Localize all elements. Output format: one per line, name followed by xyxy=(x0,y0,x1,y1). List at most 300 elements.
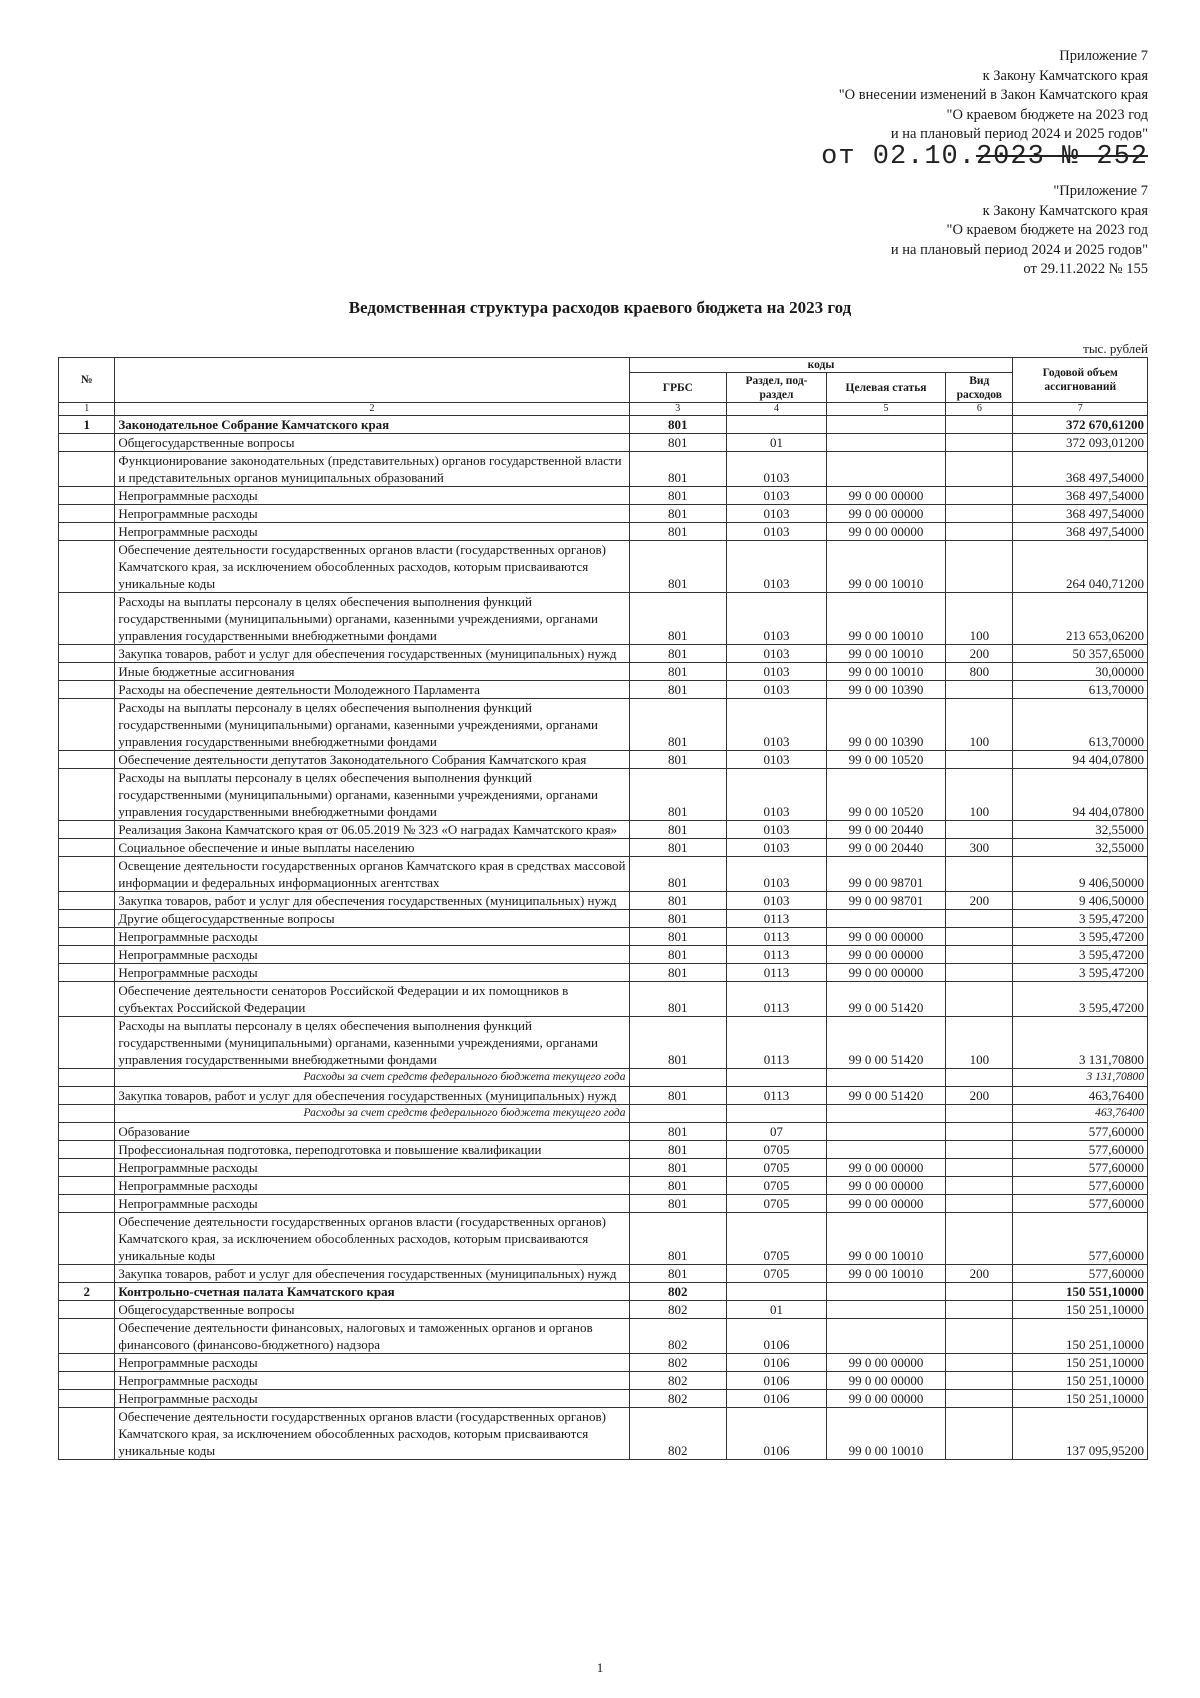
row-razdel: 01 xyxy=(727,1301,827,1319)
row-target-article: 99 0 00 10010 xyxy=(826,541,945,593)
table-row xyxy=(59,857,1148,892)
row-expense-type xyxy=(946,928,1013,946)
column-number: 4 xyxy=(727,403,827,416)
row-amount: 137 095,95200 xyxy=(1013,1408,1148,1460)
row-amount: 368 497,54000 xyxy=(1013,523,1148,541)
row-amount: 150 251,10000 xyxy=(1013,1301,1148,1319)
row-name: Непрограммные расходы xyxy=(115,1390,629,1408)
row-grbs: 801 xyxy=(629,910,727,928)
row-name: Обеспечение деятельности финансовых, налоговых и таможенных органов и органов финансового (финансово-бюджетного) надзора xyxy=(115,1319,629,1354)
row-grbs: 801 xyxy=(629,1017,727,1069)
table-row xyxy=(59,1408,1148,1460)
table-row xyxy=(59,892,1148,910)
table-row xyxy=(59,663,1148,681)
row-target-article: 99 0 00 10390 xyxy=(826,699,945,751)
row-name: Непрограммные расходы xyxy=(115,1177,629,1195)
row-amount: 577,60000 xyxy=(1013,1265,1148,1283)
row-razdel: 0103 xyxy=(727,821,827,839)
row-target-article: 99 0 00 10010 xyxy=(826,1265,945,1283)
row-number xyxy=(59,1141,115,1159)
row-razdel: 0103 xyxy=(727,699,827,751)
row-amount: 3 131,70800 xyxy=(1013,1017,1148,1069)
row-name: Закупка товаров, работ и услуг для обеспечения государственных (муниципальных) нужд xyxy=(115,892,629,910)
row-amount: 32,55000 xyxy=(1013,821,1148,839)
row-expense-type xyxy=(946,1408,1013,1460)
column-number: 2 xyxy=(115,403,629,416)
row-target-article: 99 0 00 51420 xyxy=(826,1087,945,1105)
row-amount: 372 093,01200 xyxy=(1013,434,1148,452)
row-grbs: 801 xyxy=(629,452,727,487)
row-target-article xyxy=(826,1123,945,1141)
row-name: Обеспечение деятельности депутатов Законодательного Собрания Камчатского края xyxy=(115,751,629,769)
row-target-article xyxy=(826,1319,945,1354)
row-razdel xyxy=(727,1069,827,1087)
row-expense-type xyxy=(946,964,1013,982)
row-grbs: 801 xyxy=(629,1265,727,1283)
header-line: "О внесении изменений в Закон Камчатского края xyxy=(838,87,1148,103)
row-target-article: 99 0 00 10010 xyxy=(826,593,945,645)
row-number xyxy=(59,1265,115,1283)
row-razdel: 0705 xyxy=(727,1213,827,1265)
column-number: 6 xyxy=(946,403,1013,416)
row-number xyxy=(59,946,115,964)
original-header xyxy=(891,182,1148,280)
row-number xyxy=(59,593,115,645)
header-num: № xyxy=(59,358,115,403)
row-amount: 463,76400 xyxy=(1013,1105,1148,1123)
row-name: Непрограммные расходы xyxy=(115,523,629,541)
row-expense-type xyxy=(946,434,1013,452)
row-name: Функционирование законодательных (представительных) органов государственной власти и представительных органов муниципальных образований xyxy=(115,452,629,487)
row-name: Расходы на выплаты персоналу в целях обеспечения выполнения функций государственными (муниципальными) органами, казенными учреждениями, органами управления государственными внебюджетными фондами xyxy=(115,769,629,821)
row-expense-type xyxy=(946,1301,1013,1319)
row-grbs: 801 xyxy=(629,839,727,857)
row-name: Общегосударственные вопросы xyxy=(115,434,629,452)
row-razdel: 0113 xyxy=(727,946,827,964)
row-number xyxy=(59,892,115,910)
row-grbs: 802 xyxy=(629,1390,727,1408)
row-name: Непрограммные расходы xyxy=(115,487,629,505)
row-razdel: 0103 xyxy=(727,593,827,645)
row-target-article xyxy=(826,1069,945,1087)
row-amount: 264 040,71200 xyxy=(1013,541,1148,593)
row-expense-type xyxy=(946,523,1013,541)
row-expense-type: 100 xyxy=(946,699,1013,751)
row-expense-type xyxy=(946,452,1013,487)
table-row xyxy=(59,1354,1148,1372)
row-razdel: 0103 xyxy=(727,892,827,910)
table-row xyxy=(59,1159,1148,1177)
row-target-article: 99 0 00 00000 xyxy=(826,1390,945,1408)
table-row xyxy=(59,593,1148,645)
row-grbs: 801 xyxy=(629,1195,727,1213)
header-grbs: ГРБС xyxy=(629,373,727,403)
row-grbs: 801 xyxy=(629,1213,727,1265)
row-amount: 463,76400 xyxy=(1013,1087,1148,1105)
row-expense-type xyxy=(946,1123,1013,1141)
row-amount: 150 251,10000 xyxy=(1013,1319,1148,1354)
row-number xyxy=(59,452,115,487)
row-razdel: 0113 xyxy=(727,1017,827,1069)
row-number xyxy=(59,523,115,541)
row-target-article xyxy=(826,434,945,452)
row-expense-type: 300 xyxy=(946,839,1013,857)
row-number xyxy=(59,821,115,839)
row-number xyxy=(59,1159,115,1177)
table-row xyxy=(59,681,1148,699)
row-name: Другие общегосударственные вопросы xyxy=(115,910,629,928)
table-row xyxy=(59,1301,1148,1319)
row-grbs: 801 xyxy=(629,663,727,681)
row-target-article: 99 0 00 10390 xyxy=(826,681,945,699)
row-razdel: 0705 xyxy=(727,1159,827,1177)
row-razdel xyxy=(727,1283,827,1301)
row-target-article xyxy=(826,416,945,434)
row-target-article: 99 0 00 10010 xyxy=(826,1213,945,1265)
row-number xyxy=(59,857,115,892)
row-target-article: 99 0 00 10520 xyxy=(826,769,945,821)
row-expense-type: 100 xyxy=(946,593,1013,645)
row-name: Законодательное Собрание Камчатского края xyxy=(115,416,629,434)
row-target-article: 99 0 00 10010 xyxy=(826,645,945,663)
row-name: Расходы на выплаты персоналу в целях обеспечения выполнения функций государственными (муниципальными) органами, казенными учреждениями, органами управления государственными внебюджетными фондами xyxy=(115,699,629,751)
row-name: Непрограммные расходы xyxy=(115,1372,629,1390)
row-razdel: 0705 xyxy=(727,1265,827,1283)
row-number xyxy=(59,645,115,663)
table-row xyxy=(59,505,1148,523)
row-name: Контрольно-счетная палата Камчатского края xyxy=(115,1283,629,1301)
row-number xyxy=(59,505,115,523)
row-expense-type xyxy=(946,681,1013,699)
row-grbs: 801 xyxy=(629,541,727,593)
row-grbs: 801 xyxy=(629,821,727,839)
row-number xyxy=(59,1354,115,1372)
row-expense-type xyxy=(946,857,1013,892)
row-number xyxy=(59,1372,115,1390)
row-number xyxy=(59,910,115,928)
row-grbs: 801 xyxy=(629,1087,727,1105)
row-amount: 577,60000 xyxy=(1013,1213,1148,1265)
row-target-article xyxy=(826,910,945,928)
row-grbs: 801 xyxy=(629,593,727,645)
header-amount: Годовой объем ассигнований xyxy=(1013,358,1148,403)
column-number: 5 xyxy=(826,403,945,416)
row-amount: 613,70000 xyxy=(1013,699,1148,751)
row-grbs: 802 xyxy=(629,1354,727,1372)
row-number xyxy=(59,1069,115,1087)
row-name: Непрограммные расходы xyxy=(115,1159,629,1177)
row-grbs: 802 xyxy=(629,1408,727,1460)
header-cs: Целевая статья xyxy=(826,373,945,403)
table-row xyxy=(59,1177,1148,1195)
row-name: Расходы за счет средств федерального бюджета текущего года xyxy=(115,1105,629,1123)
row-name: Расходы на выплаты персоналу в целях обеспечения выполнения функций государственными (муниципальными) органами, казенными учреждениями, органами управления государственными внебюджетными фондами xyxy=(115,1017,629,1069)
row-target-article: 99 0 00 00000 xyxy=(826,946,945,964)
row-amount: 94 404,07800 xyxy=(1013,751,1148,769)
header-razdel: Раздел, под-раздел xyxy=(727,373,827,403)
row-name: Непрограммные расходы xyxy=(115,505,629,523)
row-target-article xyxy=(826,452,945,487)
row-number xyxy=(59,839,115,857)
row-name: Непрограммные расходы xyxy=(115,964,629,982)
amendment-header xyxy=(839,47,1148,145)
row-target-article xyxy=(826,1283,945,1301)
row-grbs xyxy=(629,1069,727,1087)
row-target-article: 99 0 00 00000 xyxy=(826,487,945,505)
row-target-article: 99 0 00 20440 xyxy=(826,821,945,839)
header-codes: коды xyxy=(629,358,1013,373)
row-razdel: 07 xyxy=(727,1123,827,1141)
row-razdel: 01 xyxy=(727,434,827,452)
row-expense-type xyxy=(946,1390,1013,1408)
row-amount: 30,00000 xyxy=(1013,663,1148,681)
row-grbs: 801 xyxy=(629,523,727,541)
row-name: Закупка товаров, работ и услуг для обеспечения государственных (муниципальных) нужд xyxy=(115,1087,629,1105)
row-amount: 368 497,54000 xyxy=(1013,487,1148,505)
row-target-article: 99 0 00 10520 xyxy=(826,751,945,769)
row-razdel: 0103 xyxy=(727,681,827,699)
row-amount: 3 595,47200 xyxy=(1013,946,1148,964)
row-number xyxy=(59,1301,115,1319)
table-row xyxy=(59,487,1148,505)
row-razdel: 0103 xyxy=(727,505,827,523)
row-name: Непрограммные расходы xyxy=(115,1354,629,1372)
row-razdel: 0705 xyxy=(727,1177,827,1195)
row-target-article: 99 0 00 00000 xyxy=(826,928,945,946)
row-amount: 32,55000 xyxy=(1013,839,1148,857)
row-grbs: 802 xyxy=(629,1283,727,1301)
row-amount: 150 251,10000 xyxy=(1013,1372,1148,1390)
table-row xyxy=(59,1319,1148,1354)
row-razdel: 0106 xyxy=(727,1372,827,1390)
row-expense-type xyxy=(946,1354,1013,1372)
row-grbs: 801 xyxy=(629,892,727,910)
row-expense-type xyxy=(946,487,1013,505)
row-target-article: 99 0 00 98701 xyxy=(826,892,945,910)
row-number xyxy=(59,699,115,751)
row-expense-type xyxy=(946,505,1013,523)
row-expense-type xyxy=(946,1159,1013,1177)
row-expense-type xyxy=(946,1105,1013,1123)
row-amount: 3 131,70800 xyxy=(1013,1069,1148,1087)
column-number: 3 xyxy=(629,403,727,416)
row-target-article: 99 0 00 20440 xyxy=(826,839,945,857)
row-grbs: 801 xyxy=(629,946,727,964)
row-number xyxy=(59,982,115,1017)
row-expense-type xyxy=(946,541,1013,593)
row-expense-type: 200 xyxy=(946,1087,1013,1105)
row-amount: 577,60000 xyxy=(1013,1123,1148,1141)
row-number xyxy=(59,541,115,593)
row-grbs: 801 xyxy=(629,751,727,769)
row-razdel: 0103 xyxy=(727,487,827,505)
row-expense-type xyxy=(946,1372,1013,1390)
row-amount: 50 357,65000 xyxy=(1013,645,1148,663)
row-expense-type: 100 xyxy=(946,1017,1013,1069)
row-amount: 577,60000 xyxy=(1013,1159,1148,1177)
row-expense-type xyxy=(946,1319,1013,1354)
row-amount: 3 595,47200 xyxy=(1013,964,1148,982)
row-number xyxy=(59,487,115,505)
row-number xyxy=(59,751,115,769)
units-label: тыс. рублей xyxy=(1083,341,1148,356)
row-amount: 9 406,50000 xyxy=(1013,857,1148,892)
row-expense-type xyxy=(946,751,1013,769)
row-razdel: 0113 xyxy=(727,1087,827,1105)
row-number xyxy=(59,1105,115,1123)
row-amount: 613,70000 xyxy=(1013,681,1148,699)
document-title: Ведомственная структура расходов краевого бюджета на 2023 год xyxy=(348,298,852,317)
row-grbs xyxy=(629,1105,727,1123)
table-row xyxy=(59,946,1148,964)
row-name: Закупка товаров, работ и услуг для обеспечения государственных (муниципальных) нужд xyxy=(115,645,629,663)
row-razdel xyxy=(727,416,827,434)
row-name: Обеспечение деятельности государственных органов власти (государственных органов) Камчатского края, за исключением обособленных расходов, которым присваиваются уникальные коды xyxy=(115,1213,629,1265)
row-razdel: 0103 xyxy=(727,751,827,769)
row-target-article: 99 0 00 00000 xyxy=(826,1177,945,1195)
row-number xyxy=(59,769,115,821)
header-line: к Закону Камчатского края xyxy=(982,67,1148,84)
row-number xyxy=(59,928,115,946)
row-amount: 150 251,10000 xyxy=(1013,1390,1148,1408)
table-row xyxy=(59,928,1148,946)
table-row xyxy=(59,839,1148,857)
row-expense-type xyxy=(946,821,1013,839)
table-row xyxy=(59,964,1148,982)
date-stamp xyxy=(821,142,1148,172)
row-number xyxy=(59,1017,115,1069)
row-grbs: 801 xyxy=(629,487,727,505)
row-name: Реализация Закона Камчатского края от 06.05.2019 № 323 «О наградах Камчатского края» xyxy=(115,821,629,839)
table-row xyxy=(59,982,1148,1017)
row-expense-type: 200 xyxy=(946,645,1013,663)
row-razdel: 0113 xyxy=(727,964,827,982)
row-grbs: 801 xyxy=(629,769,727,821)
row-target-article: 99 0 00 00000 xyxy=(826,505,945,523)
row-grbs: 801 xyxy=(629,505,727,523)
table-row xyxy=(59,699,1148,751)
row-number xyxy=(59,663,115,681)
page-number: 1 xyxy=(596,1660,604,1675)
row-amount: 150 551,10000 xyxy=(1013,1283,1148,1301)
row-razdel: 0113 xyxy=(727,910,827,928)
header-line: и на плановый период 2024 и 2025 годов" xyxy=(890,241,1148,258)
row-name: Обеспечение деятельности государственных органов власти (государственных органов) Камчатского края, за исключением обособленных расходов, которым присваиваются уникальные коды xyxy=(115,1408,629,1460)
row-expense-type xyxy=(946,1213,1013,1265)
row-razdel: 0106 xyxy=(727,1319,827,1354)
row-grbs: 801 xyxy=(629,1141,727,1159)
column-number-row xyxy=(59,403,1148,416)
row-razdel: 0103 xyxy=(727,541,827,593)
row-grbs: 801 xyxy=(629,857,727,892)
header-line: Приложение 7 xyxy=(1059,48,1148,64)
header-line: "О краевом бюджете на 2023 год xyxy=(946,222,1148,238)
row-expense-type: 200 xyxy=(946,892,1013,910)
row-razdel: 0103 xyxy=(727,452,827,487)
row-grbs: 801 xyxy=(629,964,727,982)
row-target-article: 99 0 00 00000 xyxy=(826,1354,945,1372)
table-row xyxy=(59,1265,1148,1283)
row-number xyxy=(59,434,115,452)
row-amount: 368 497,54000 xyxy=(1013,452,1148,487)
row-name: Закупка товаров, работ и услуг для обеспечения государственных (муниципальных) нужд xyxy=(115,1265,629,1283)
row-name: Непрограммные расходы xyxy=(115,928,629,946)
row-name: Расходы на выплаты персоналу в целях обеспечения выполнения функций государственными (муниципальными) органами, казенными учреждениями, органами управления государственными внебюджетными фондами xyxy=(115,593,629,645)
row-amount: 3 595,47200 xyxy=(1013,910,1148,928)
row-expense-type xyxy=(946,416,1013,434)
row-number xyxy=(59,681,115,699)
table-row xyxy=(59,541,1148,593)
row-target-article: 99 0 00 00000 xyxy=(826,1159,945,1177)
row-target-article xyxy=(826,1105,945,1123)
row-number xyxy=(59,964,115,982)
table-row xyxy=(59,1283,1148,1301)
row-expense-type: 800 xyxy=(946,663,1013,681)
table-row xyxy=(59,452,1148,487)
row-razdel: 0103 xyxy=(727,769,827,821)
row-amount: 577,60000 xyxy=(1013,1177,1148,1195)
row-target-article: 99 0 00 00000 xyxy=(826,1195,945,1213)
row-number xyxy=(59,1213,115,1265)
row-name: Профессиональная подготовка, переподготовка и повышение квалификации xyxy=(115,1141,629,1159)
budget-table xyxy=(58,357,1148,1460)
header-line: "О краевом бюджете на 2023 год xyxy=(946,106,1148,123)
row-razdel: 0106 xyxy=(727,1408,827,1460)
row-amount: 577,60000 xyxy=(1013,1141,1148,1159)
row-expense-type xyxy=(946,1195,1013,1213)
table-row xyxy=(59,1017,1148,1069)
row-number xyxy=(59,1408,115,1460)
row-target-article: 99 0 00 00000 xyxy=(826,1372,945,1390)
table-row xyxy=(59,1372,1148,1390)
table-row xyxy=(59,1195,1148,1213)
row-amount: 3 595,47200 xyxy=(1013,928,1148,946)
row-name: Социальное обеспечение и иные выплаты населению xyxy=(115,839,629,857)
row-razdel: 0103 xyxy=(727,645,827,663)
table-row xyxy=(59,1390,1148,1408)
row-razdel xyxy=(727,1105,827,1123)
row-name: Расходы на обеспечение деятельности Молодежного Парламента xyxy=(115,681,629,699)
row-razdel: 0113 xyxy=(727,928,827,946)
row-number xyxy=(59,1123,115,1141)
row-amount: 150 251,10000 xyxy=(1013,1354,1148,1372)
row-expense-type: 100 xyxy=(946,769,1013,821)
stamp-struck: 2023 № 252 xyxy=(975,142,1148,172)
row-razdel: 0106 xyxy=(727,1354,827,1372)
row-name: Освещение деятельности государственных органов Камчатского края в средствах массовой информации и федеральных информационных агентствах xyxy=(115,857,629,892)
row-number: 1 xyxy=(59,416,115,434)
row-razdel: 0705 xyxy=(727,1195,827,1213)
table-row xyxy=(59,434,1148,452)
row-number: 2 xyxy=(59,1283,115,1301)
header-line: от 29.11.2022 № 155 xyxy=(1023,261,1148,277)
row-expense-type xyxy=(946,1141,1013,1159)
row-expense-type: 200 xyxy=(946,1265,1013,1283)
row-target-article: 99 0 00 51420 xyxy=(826,1017,945,1069)
header-name xyxy=(115,358,629,403)
row-expense-type xyxy=(946,1177,1013,1195)
table-row xyxy=(59,821,1148,839)
row-target-article xyxy=(826,1141,945,1159)
row-name: Непрограммные расходы xyxy=(115,946,629,964)
row-razdel: 0103 xyxy=(727,663,827,681)
column-number: 7 xyxy=(1013,403,1148,416)
table-row xyxy=(59,769,1148,821)
row-razdel: 0113 xyxy=(727,982,827,1017)
row-grbs: 801 xyxy=(629,416,727,434)
row-razdel: 0103 xyxy=(727,839,827,857)
table-row xyxy=(59,416,1148,434)
